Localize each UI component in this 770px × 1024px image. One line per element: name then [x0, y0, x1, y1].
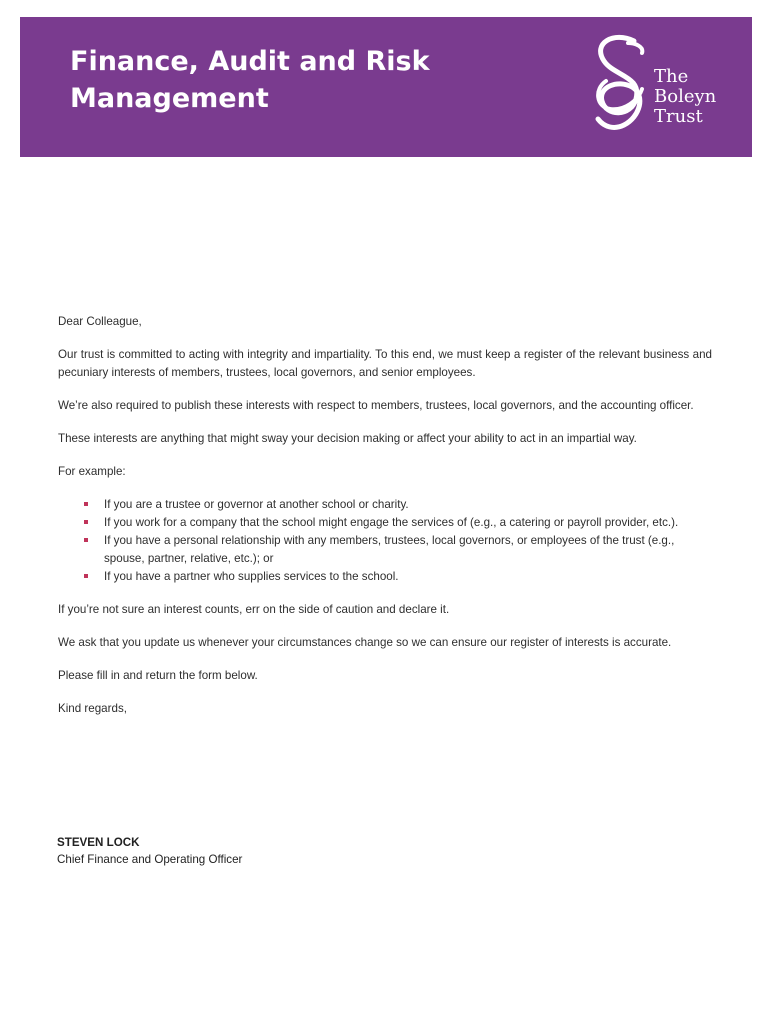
closing: Kind regards,	[58, 702, 127, 715]
list-item-text: If you work for a company that the school might engage the services of (e.g., a catering or payroll provider, etc.).	[104, 516, 679, 529]
title-line-2: Management	[70, 83, 269, 114]
paragraph-caution: If you’re not sure an interest counts, err on the side of caution and declare it.	[58, 603, 450, 616]
list-item	[104, 532, 712, 568]
paragraph-form: Please fill in and return the form below.	[58, 669, 258, 682]
logo-word-2: Boleyn	[654, 86, 717, 107]
example-list	[58, 496, 712, 586]
signatory-role: Chief Finance and Operating Officer	[57, 853, 243, 866]
paragraph-publish: We’re also required to publish these interests with respect to members, trustees, local governors, and the accounting officer.	[58, 399, 694, 412]
list-item-text: If you have a partner who supplies services to the school.	[104, 570, 399, 583]
list-item-text: If you are a trustee or governor at another school or charity.	[104, 498, 409, 511]
bullet-icon	[84, 538, 88, 542]
paragraph-interests: These interests are anything that might sway your decision making or affect your ability to act in an impartial way.	[58, 432, 637, 445]
paragraph-commitment: Our trust is committed to acting with integrity and impartiality. To this end, we must keep a register of the relevant business and pecuniary interests of members, trustees, local governors, and senior employees.	[58, 348, 712, 379]
logo-word-1: The	[654, 66, 689, 87]
list-item	[104, 496, 712, 514]
paragraph-update: We ask that you update us whenever your circumstances change so we can ensure our register of interests is accurate.	[58, 636, 672, 649]
logo-word-3: Trust	[654, 106, 703, 127]
list-item	[104, 568, 712, 586]
bullet-icon	[84, 574, 88, 578]
salutation: Dear Colleague,	[58, 315, 142, 328]
logo-wordmark	[654, 67, 716, 127]
example-intro: For example:	[58, 465, 126, 478]
bullet-icon	[84, 520, 88, 524]
title-line-1: Finance, Audit and Risk	[70, 46, 430, 77]
knot-icon	[584, 31, 654, 143]
header-banner	[20, 17, 752, 157]
boleyn-trust-logo	[584, 31, 744, 143]
list-item-text: If you have a personal relationship with any members, trustees, local governors, or employees of the trust (e.g., spouse, partner, relative, etc.); or	[104, 534, 675, 565]
signature-block	[57, 834, 242, 868]
page-title	[70, 43, 510, 117]
letter-body	[58, 313, 712, 733]
bullet-icon	[84, 502, 88, 506]
list-item	[104, 514, 712, 532]
signatory-name: STEVEN LOCK	[57, 836, 140, 849]
